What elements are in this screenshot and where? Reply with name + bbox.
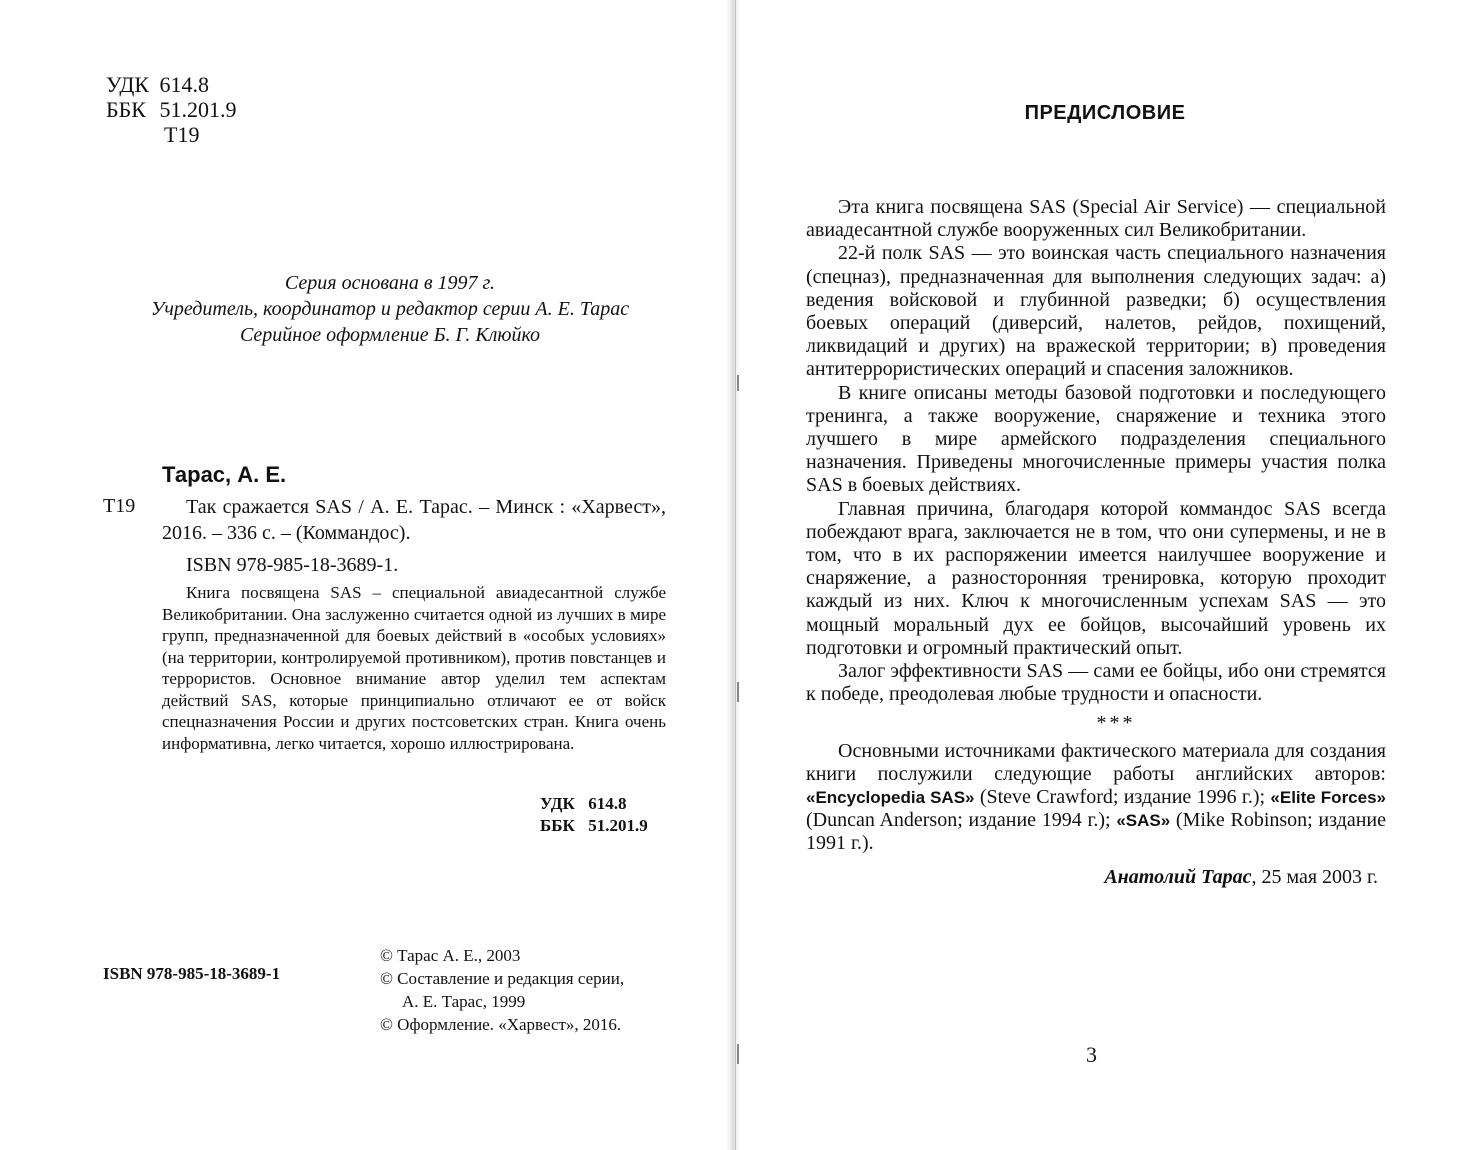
- bbk-row: [106, 97, 237, 122]
- card-udc-label: УДК: [540, 794, 575, 813]
- source-details: (Mike Robinson; издание 1991 г.).: [806, 809, 1386, 855]
- bbk-value: 51.201.9: [159, 97, 237, 122]
- copyright-design: © Оформление. «Харвест», 2016.: [380, 1015, 622, 1034]
- preface-paragraph: Залог эффективности SAS — сами ее бойцы, ибо они стремятся к победе, преодолевая любые трудности и опасности.: [806, 660, 1386, 706]
- card-bbk-row: [540, 815, 648, 837]
- udc-value: 614.8: [159, 72, 209, 97]
- card-isbn: ISBN 978-985-18-3689-1.: [186, 554, 399, 576]
- card-bbk-value: 51.201.9: [588, 816, 648, 835]
- card-annotation: Книга посвящена SAS – специальной авиадесантной службе Великобритании. Она заслуженно считается одной из лучших в мире групп, предназначенной для боевых действий в «особых условиях» (на территории, контролируемой противником), против повстанцев и террористов. Основное внимание автор уделил тем аспектам действий SAS, которые принципиально отличают ее от войск спецназначения России и других постсоветских стран. Книга очень информативна, легко читается, хорошо иллюстрирована.: [162, 583, 666, 753]
- author-mark: Т19: [164, 122, 200, 147]
- series-founder: Учредитель, координатор и редактор серии А. Е. Тарас: [150, 298, 630, 320]
- catalog-card-code: Т19: [103, 495, 136, 517]
- source-title: «SAS»: [1116, 811, 1171, 831]
- footer-isbn: ISBN 978-985-18-3689-1: [103, 964, 281, 983]
- series-founded: Серия основана в 1997 г.: [284, 272, 496, 294]
- preface-paragraph: Главная причина, благодаря которой коммандос SAS всегда побеждают врага, заключается не в том, что они супермены, и не в том, что в их распоряжении имеется наилучшее вооружение и снаряжение, а разносторонняя тренировка, которую проходит каждый из них. Ключ к многочисленным успехам SAS — это мощный моральный дух ее бойцов, высочайший уровень их подготовки и огромный практический опыт.: [806, 497, 1386, 659]
- copyright-block: [380, 944, 624, 1036]
- classification-block: [106, 72, 237, 147]
- book-gutter: [726, 0, 740, 1150]
- card-author: Тарас, А. Е.: [162, 462, 287, 487]
- series-design: Серийное оформление Б. Г. Клюйко: [239, 324, 541, 346]
- card-classification: [540, 793, 648, 837]
- source-title: «Encyclopedia SAS»: [806, 788, 975, 808]
- gutter-line: [735, 0, 736, 1150]
- gutter-mark: [737, 682, 739, 702]
- preface-paragraph: В книге описаны методы базовой подготовки и последующего тренинга, а также вооружение, снаряжение и техника этого лучшего в мире армейского подразделения специального назначения. Приведены многочисленные примеры участия полка SAS в боевых действиях.: [806, 381, 1386, 497]
- gutter-mark: [737, 1044, 739, 1064]
- preface-body: [806, 196, 1386, 889]
- udc-label: УДК: [106, 72, 150, 97]
- card-udc-value: 614.8: [588, 794, 627, 813]
- bbk-label: ББК: [106, 97, 146, 122]
- preface-title: ПРЕДИСЛОВИЕ: [1024, 102, 1186, 124]
- section-separator: ***: [1096, 712, 1136, 735]
- udc-row: [106, 72, 237, 97]
- copyright-author: © Тарас А. Е., 2003: [380, 946, 521, 965]
- card-bbk-label: ББК: [540, 816, 575, 835]
- copyright-series-editor: А. Е. Тарас, 1999: [402, 992, 526, 1011]
- series-info: [100, 270, 680, 348]
- preface-paragraph: 22-й полк SAS — это воинская часть специального назначения (спецназ), предназначенная для выполнения следующих задач: а) ведения войсковой и глубинной разведки; б) осуществления боевых операций (диверсий, налетов, рейдов, похищений, ликвидаций и других) на вражеской территории; в) проведения антитеррористических операций и спасения заложников.: [806, 242, 1386, 381]
- page-number: 3: [1086, 1042, 1097, 1067]
- catalog-card: [162, 462, 666, 754]
- copyright-series: © Составление и редакция серии,: [380, 969, 625, 988]
- signature-name: Анатолий Тарас: [1104, 865, 1252, 888]
- sources-paragraph: [806, 740, 1386, 856]
- sources-intro: Основными источниками фактического материала для создания книги послужили следующие работы английских авторов:: [806, 739, 1386, 785]
- gutter-mark: [737, 375, 739, 391]
- preface-paragraph: Эта книга посвящена SAS (Special Air Service) — специальной авиадесантной службе вооруженных сил Великобритании.: [806, 196, 1386, 242]
- source-details: (Duncan Anderson; издание 1994 г.);: [806, 809, 1111, 832]
- source-title: «Elite Forces»: [1270, 788, 1386, 808]
- card-udc-row: [540, 793, 648, 815]
- card-bibliographic: Так сражается SAS / А. Е. Тарас. – Минск : «Харвест», 2016. – 336 с. – (Коммандос).: [162, 496, 666, 544]
- signature: [806, 866, 1386, 889]
- signature-date: , 25 мая 2003 г.: [1251, 865, 1378, 888]
- source-details: (Steve Crawford; издание 1996 г.);: [979, 786, 1266, 809]
